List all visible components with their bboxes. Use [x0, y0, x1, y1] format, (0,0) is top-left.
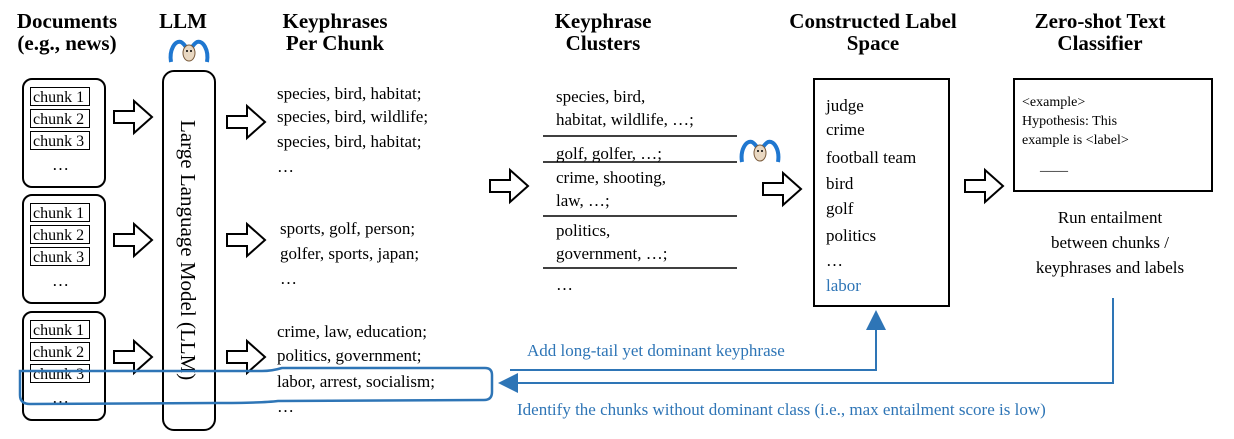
label-item: … — [826, 251, 843, 270]
cluster-line: habitat, wildlife, …; — [556, 110, 694, 129]
cluster-line: … — [556, 275, 573, 294]
keyphrase-line: politics, government; — [277, 346, 422, 365]
label-item: bird — [826, 174, 854, 193]
hollow-right-arrow-icon — [114, 224, 152, 256]
keyphrase-line: species, bird, wildlife; — [277, 107, 429, 126]
header-classifier: Zero-shot Text Classifier — [1034, 9, 1166, 55]
cluster-line: crime, shooting, — [556, 168, 667, 187]
identify-chunks-caption: Identify the chunks without dominant class (i.e., max entailment score is low) — [517, 400, 1046, 419]
add-keyphrase-caption: Add long-tail yet dominant keyphrase — [527, 341, 785, 360]
chunk-box: chunk 2 — [30, 225, 90, 244]
cluster-line: species, bird, — [556, 87, 646, 106]
hollow-right-arrow-icon — [490, 170, 528, 202]
keyphrase-line: sports, golf, person; — [280, 219, 416, 238]
label-item: football team — [826, 148, 917, 167]
keyphrase-line: labor, arrest, socialism; — [277, 372, 435, 391]
chunk-ellipsis: … — [52, 271, 69, 290]
keyphrase-line: species, bird, habitat; — [277, 132, 422, 151]
chunk-box: chunk 3 — [30, 131, 90, 150]
classifier-line: Hypothesis: This — [1022, 114, 1118, 129]
header-llm: LLM — [159, 9, 207, 33]
hollow-right-arrow-icon — [965, 170, 1003, 202]
classifier-line: ____ — [1040, 159, 1068, 174]
add-keyphrase-arrow — [510, 314, 876, 370]
classifier-line: example is <label> — [1022, 133, 1129, 148]
cluster-line: government, …; — [556, 244, 668, 263]
hollow-right-arrow-icon — [227, 341, 265, 373]
header-keyphrases: Keyphrases Per Chunk — [282, 9, 388, 55]
keyphrase-line: … — [277, 397, 294, 416]
label-item: golf — [826, 199, 854, 218]
chunk-box: chunk 2 — [30, 109, 90, 128]
hollow-right-arrow-icon — [227, 106, 265, 138]
highlight-loop — [20, 368, 492, 404]
hollow-right-arrow-icon — [763, 173, 801, 205]
chunk-box: chunk 2 — [30, 342, 90, 361]
keyphrase-line: … — [280, 269, 297, 288]
hollow-right-arrow-icon — [114, 341, 152, 373]
keyphrase-line: … — [277, 157, 294, 176]
chunk-box: chunk 3 — [30, 364, 90, 383]
keyphrase-line: species, bird, habitat; — [277, 84, 422, 103]
label-item: politics — [826, 226, 877, 245]
cluster-line: law, …; — [556, 191, 610, 210]
entailment-caption: Run entailment — [1057, 208, 1163, 227]
keyphrase-line: crime, law, education; — [277, 322, 427, 341]
keyphrase-line: golfer, sports, japan; — [280, 244, 420, 263]
label-item: judge — [826, 96, 864, 115]
new-label-item: labor — [826, 276, 861, 295]
llm-box-label: Large Language Model (LLM) — [176, 120, 200, 381]
chunk-ellipsis: … — [52, 388, 69, 407]
label-item: crime — [826, 120, 865, 139]
chunk-ellipsis: … — [52, 155, 69, 174]
chunk-box: chunk 1 — [30, 203, 90, 222]
entailment-caption: keyphrases and labels — [1035, 258, 1185, 277]
chunk-box: chunk 1 — [30, 87, 90, 106]
hollow-right-arrow-icon — [114, 101, 152, 133]
hollow-right-arrow-icon — [227, 224, 265, 256]
chunk-box: chunk 1 — [30, 320, 90, 339]
entailment-caption: between chunks / — [1050, 233, 1170, 252]
cluster-line: golf, golfer, …; — [556, 144, 663, 163]
cluster-line: politics, — [556, 221, 611, 240]
chunk-box: chunk 3 — [30, 247, 90, 266]
header-label-space: Constructed Label Space — [789, 9, 957, 55]
header-documents: Documents (e.g., news) — [16, 9, 118, 55]
classifier-line: <example> — [1022, 95, 1086, 110]
header-clusters: Keyphrase Clusters — [554, 9, 652, 55]
